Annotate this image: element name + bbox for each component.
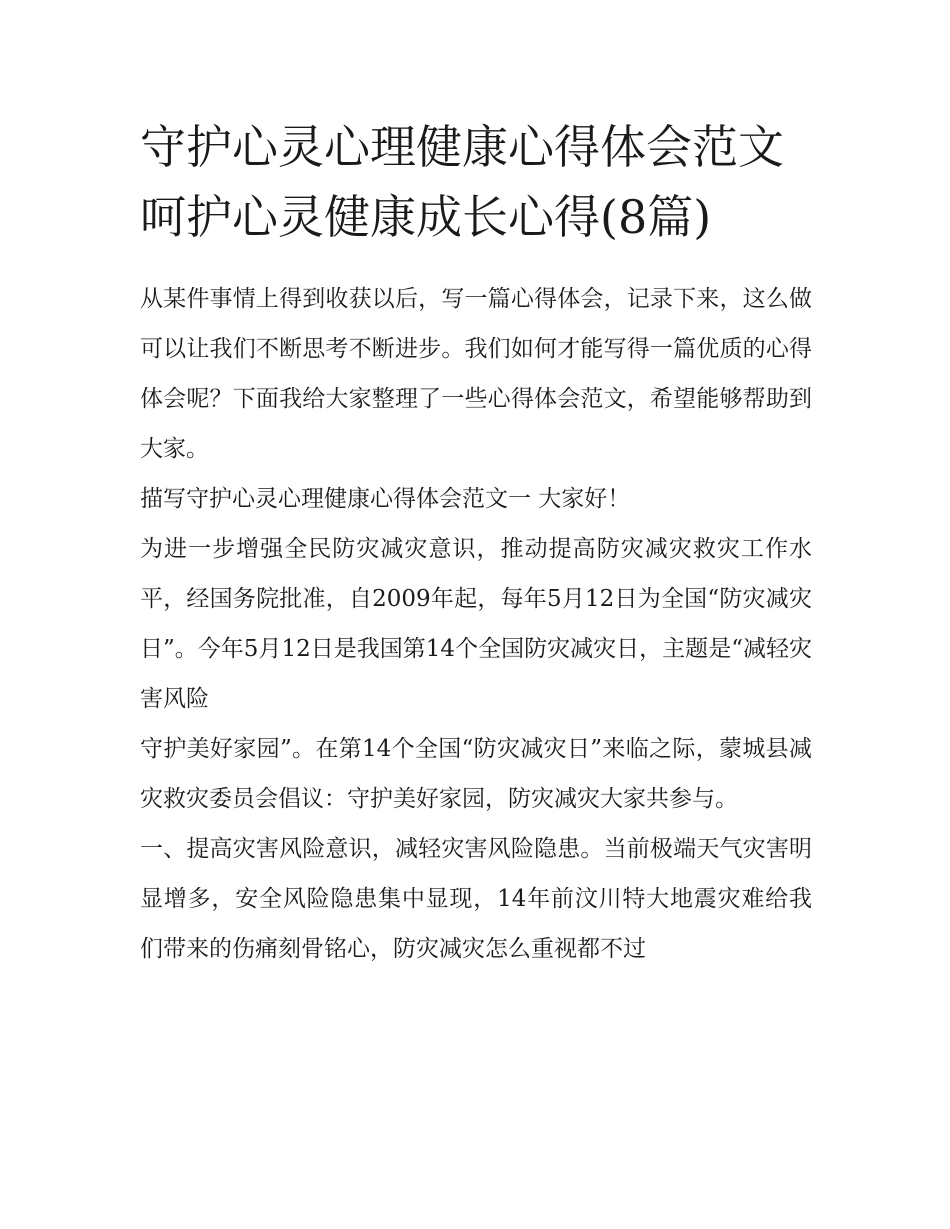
document-body — [140, 274, 812, 974]
paragraph-initiative: 守护美好家园”。在第14个全国“防灾减灾日”来临之际，蒙城县减灾救灾委员会倡议：守护美好家园，防灾减灾大家共参与。 — [140, 736, 812, 812]
paragraph-point-one: 一、提高灾害风险意识，减轻灾害风险隐患。当前极端天气灾害明显增多，安全风险隐患集中显现，14年前汶川特大地震灾难给我们带来的伤痛刻骨铭心，防灾减灾怎么重视都不过 — [140, 836, 812, 962]
paragraph-section-heading: 描写守护心灵心理健康心得体会范文一 大家好！ — [140, 486, 631, 512]
document-title: 守护心灵心理健康心得体会范文 呵护心灵健康成长心得(8篇) — [140, 120, 784, 244]
document-page — [140, 112, 812, 974]
paragraph-background: 为进一步增强全民防灾减灾意识，推动提高防灾减灾救灾工作水平，经国务院批准，自2009年起，每年5月12日为全国“防灾减灾日”。今年5月12日是我国第14个全国防灾减灾日，主题是“减轻灾害风险 — [140, 536, 812, 712]
paragraph-intro: 从某件事情上得到收获以后，写一篇心得体会，记录下来，这么做可以让我们不断思考不断进步。我们如何才能写得一篇优质的心得体会呢？下面我给大家整理了一些心得体会范文，希望能够帮助到大家。 — [140, 286, 812, 462]
